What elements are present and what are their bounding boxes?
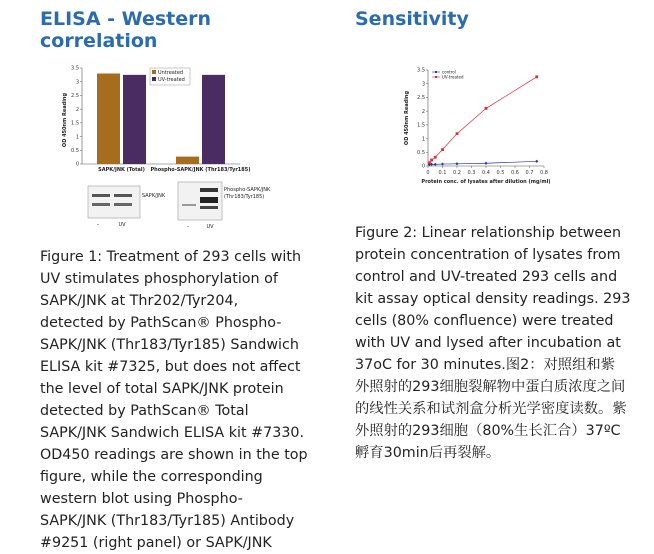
line-chart-series	[428, 75, 538, 166]
line-x-tick-label: 0.4	[482, 170, 490, 176]
line-y-tick-label: 3	[421, 81, 425, 88]
legend-label: control	[442, 69, 456, 75]
caption-line: OD450 readings are shown in the top	[40, 447, 308, 463]
bar-chart-categories	[98, 167, 250, 173]
line-x-tick-label: 0	[426, 170, 430, 176]
bar-untreated	[176, 157, 199, 164]
caption-line: cells (80% confluence) were treated	[355, 313, 614, 329]
legend-swatch	[152, 70, 156, 74]
lane-mark: –	[186, 224, 190, 230]
data-point-uv-treated	[535, 75, 538, 78]
caption-line: 37oC for 30 minutes.图2：对照组和紫	[355, 357, 615, 373]
data-point-control	[434, 163, 437, 166]
bar-category-label: SAPK/JNK (Total)	[98, 167, 145, 173]
blot-label-sapk: SAPK/JNK	[142, 193, 166, 199]
lane-mark: UV	[206, 224, 214, 230]
caption-line: 孵育30min后再裂解。	[355, 445, 501, 461]
line-y-tick-label: 2.5	[417, 95, 425, 102]
bar-y-tick-label: 0.5	[71, 147, 79, 154]
line-y-tick-label: 1.5	[417, 122, 425, 129]
caption-line: kit assay optical density readings. 293	[355, 291, 631, 307]
blot-label-phospho-sites: (Thr183/Tyr185)	[224, 194, 265, 200]
line-y-tick-label: 2	[421, 108, 425, 115]
data-point-uv-treated	[428, 161, 431, 164]
caption-line: with UV and lysed after incubation at	[355, 335, 621, 351]
series-line-uv-treated	[429, 74, 536, 163]
caption-line: ELISA kit #7325, but does not affect	[40, 359, 301, 375]
bar-y-tick-label: 1	[75, 134, 79, 141]
line-x-tick-label: 0.8	[540, 170, 548, 176]
line-x-tick-label: 0.5	[496, 170, 505, 176]
caption-line: detected by PathScan® Total	[40, 403, 249, 419]
legend-label: Untreated	[158, 69, 184, 76]
line-y-tick-label: 3.5	[417, 67, 425, 74]
figure-2-caption	[355, 222, 645, 464]
bar-category-label: Phospho-SAPK/JNK (Thr183/Tyr185)	[150, 167, 251, 173]
caption-line: SAPK/JNK (Thr183/Tyr185) Antibody	[40, 513, 295, 529]
bar-chart	[54, 60, 294, 238]
heading-line: correlation	[40, 30, 158, 52]
blot-label-phospho: Phospho-SAPK/JNK	[224, 187, 271, 193]
caption-line: 外照射的293细胞（80%生长汇合）37ºC	[355, 423, 621, 439]
lane-mark: –	[96, 222, 100, 228]
bar-chart-legend	[150, 68, 190, 85]
lane-mark: UV	[118, 222, 126, 228]
data-point-uv-treated	[441, 148, 444, 151]
heading-line: ELISA - Western	[40, 8, 211, 30]
caption-line: 的线性关系和试剂盒分析光学密度读数。紫	[355, 401, 627, 417]
caption-line: Figure 2: Linear relationship between	[355, 225, 622, 241]
caption-line: detected by PathScan® Phospho-	[40, 315, 282, 331]
bar-uv-treated	[123, 75, 146, 164]
data-point-control	[484, 162, 487, 165]
western-blot-right	[178, 182, 271, 230]
legend-swatch	[152, 77, 156, 81]
figure-1-caption	[40, 246, 332, 554]
line-chart	[398, 66, 550, 186]
bar-y-tick-label: 1.5	[71, 120, 79, 127]
line-y-tick-label: 0	[421, 163, 425, 170]
legend-marker	[435, 71, 437, 73]
line-x-tick-label: 0.3	[467, 170, 476, 176]
line-chart-xlabel: Protein conc. of lysates after dilution (mg/ml)	[421, 179, 550, 185]
bar-chart-bars	[97, 73, 225, 164]
bar-y-tick-label: 2	[75, 106, 79, 113]
caption-line: figure, while the corresponding	[40, 469, 263, 485]
figure-1-bar-chart-and-blot	[54, 60, 294, 238]
bar-y-tick-label: 3.5	[71, 65, 79, 72]
bar-chart-ylabel: OD 450nm Reading	[62, 92, 68, 148]
line-x-tick-label: 0.7	[525, 170, 534, 176]
line-x-tick-label: 0.2	[453, 170, 461, 176]
caption-line: SAPK/JNK (Thr183/Tyr185) Sandwich	[40, 337, 299, 353]
caption-line: UV stimulates phosphorylation of	[40, 271, 278, 287]
data-point-control	[535, 160, 538, 163]
caption-line: western blot using Phospho-	[40, 491, 243, 507]
bar-y-tick-label: 3	[75, 79, 79, 86]
series-line-control	[429, 161, 536, 164]
line-chart-legend	[432, 70, 464, 80]
caption-line: control and UV-treated 293 cells and	[355, 269, 618, 285]
bar-untreated	[97, 73, 120, 164]
section-heading-elisa	[40, 8, 300, 52]
caption-line: the level of total SAPK/JNK protein	[40, 381, 284, 397]
line-y-tick-label: 1	[421, 136, 425, 143]
line-chart-ylabel: OD 450nm Reading	[404, 90, 410, 146]
caption-line: Figure 1: Treatment of 293 cells with	[40, 249, 302, 265]
data-point-uv-treated	[434, 156, 437, 159]
section-heading-sensitivity: Sensitivity	[355, 8, 469, 30]
bar-y-tick-label: 0	[75, 161, 79, 168]
western-blot-left	[88, 186, 166, 228]
data-point-control	[455, 162, 458, 165]
line-y-tick-label: 0.5	[417, 149, 425, 156]
caption-line: #9251 (right panel) or SAPK/JNK	[40, 535, 272, 551]
data-point-uv-treated	[430, 159, 433, 162]
legend-label: UV-treated	[158, 76, 185, 83]
caption-line: 外照射的293细胞裂解物中蛋白质浓度之间	[355, 379, 626, 395]
data-point-control	[441, 162, 444, 165]
line-x-tick-label: 0.6	[511, 170, 519, 176]
data-point-uv-treated	[456, 132, 459, 135]
bar-uv-treated	[202, 75, 225, 164]
legend-label: UV-treated	[442, 74, 464, 80]
line-chart-axes	[417, 68, 548, 176]
bar-y-tick-label: 2.5	[71, 93, 79, 100]
line-x-tick-label: 0.1	[438, 170, 447, 176]
legend-marker	[435, 76, 437, 78]
caption-line: SAPK/JNK at Thr202/Tyr204,	[40, 293, 239, 309]
figure-2-line-chart	[398, 66, 550, 186]
caption-line: SAPK/JNK Sandwich ELISA kit #7330.	[40, 425, 305, 441]
caption-line: protein concentration of lysates from	[355, 247, 621, 263]
data-point-uv-treated	[485, 107, 488, 110]
